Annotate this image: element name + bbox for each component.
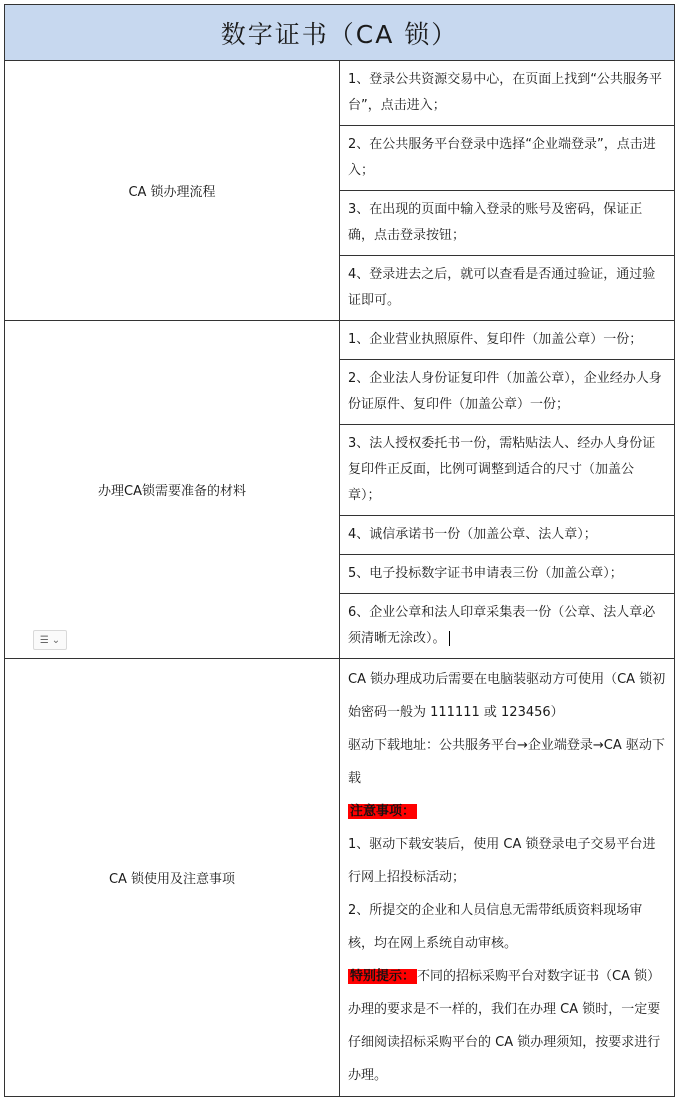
note-item: 2、所提交的企业和人员信息无需带纸质资料现场审核，均在网上系统自动审核。 bbox=[348, 903, 643, 951]
list-item: 4、诚信承诺书一份（加盖公章、法人章）； bbox=[340, 516, 674, 555]
list-item: 5、电子投标数字证书申请表三份（加盖公章）； bbox=[340, 555, 674, 594]
row-label-process bbox=[5, 61, 340, 321]
special-text: 不同的招标采购平台对数字证书（CA 锁）办理的要求是不一样的，我们在办理 CA 锁时，一定要仔细阅读招标采购平台的 CA 锁办理须知，按要求进行办理。 bbox=[348, 969, 661, 1083]
document-icon: ☰ bbox=[39, 634, 49, 646]
ca-lock-table bbox=[4, 4, 675, 1097]
text-cursor bbox=[449, 631, 450, 646]
row-label-usage bbox=[5, 659, 340, 1097]
table-title: 数字证书（CA 锁） bbox=[5, 5, 675, 61]
list-item: 1、登录公共资源交易中心，在页面上找到“公共服务平台”，点击进入； bbox=[340, 61, 674, 126]
intro-text: CA 锁办理成功后需要在电脑装驱动方可使用（CA 锁初始密码一般为 111111 或 123456） bbox=[348, 672, 666, 720]
list-item-last[interactable] bbox=[340, 594, 674, 658]
list-item-text: 6、企业公章和法人印章采集表一份（公章、法人章必须清晰无涂改）。 bbox=[348, 605, 656, 646]
note-item: 1、驱动下载安装后，使用 CA 锁登录电子交易平台进行网上招投标活动； bbox=[348, 837, 656, 885]
materials-list-cell bbox=[340, 321, 675, 659]
section-label: CA 锁使用及注意事项 bbox=[108, 872, 236, 887]
special-notice bbox=[348, 960, 666, 1092]
list-item: 2、在公共服务平台登录中选择“企业端登录”，点击进入； bbox=[340, 126, 674, 191]
process-steps-cell bbox=[340, 61, 675, 321]
section-label: CA 锁办理流程 bbox=[128, 185, 216, 200]
section-label: 办理CA锁需要准备的材料 bbox=[98, 484, 246, 499]
list-item: 3、法人授权委托书一份，需粘贴法人、经办人身份证复印件正反面，比例可调整到适合的尺寸（加盖公章）； bbox=[340, 425, 674, 516]
usage-notes-cell bbox=[340, 659, 675, 1097]
paste-options-icon[interactable] bbox=[33, 630, 67, 650]
row-label-materials bbox=[5, 321, 340, 659]
download-path-text: 驱动下载地址：公共服务平台→企业端登录→CA 驱动下载 bbox=[348, 738, 665, 786]
special-label: 特别提示： bbox=[350, 969, 416, 984]
chevron-down-icon: ⌄ bbox=[51, 634, 61, 646]
list-item: 2、企业法人身份证复印件（加盖公章），企业经办人身份证原件、复印件（加盖公章）一份； bbox=[340, 360, 674, 425]
notice-heading bbox=[348, 795, 666, 828]
usage-content bbox=[340, 659, 674, 1096]
list-item: 4、登录进去之后，就可以查看是否通过验证，通过验证即可。 bbox=[348, 267, 656, 308]
notice-label: 注意事项： bbox=[350, 804, 416, 819]
list-item: 1、企业营业执照原件、复印件（加盖公章）一份； bbox=[340, 321, 674, 360]
list-item: 3、在出现的页面中输入登录的账号及密码，保证正确，点击登录按钮； bbox=[340, 191, 674, 256]
